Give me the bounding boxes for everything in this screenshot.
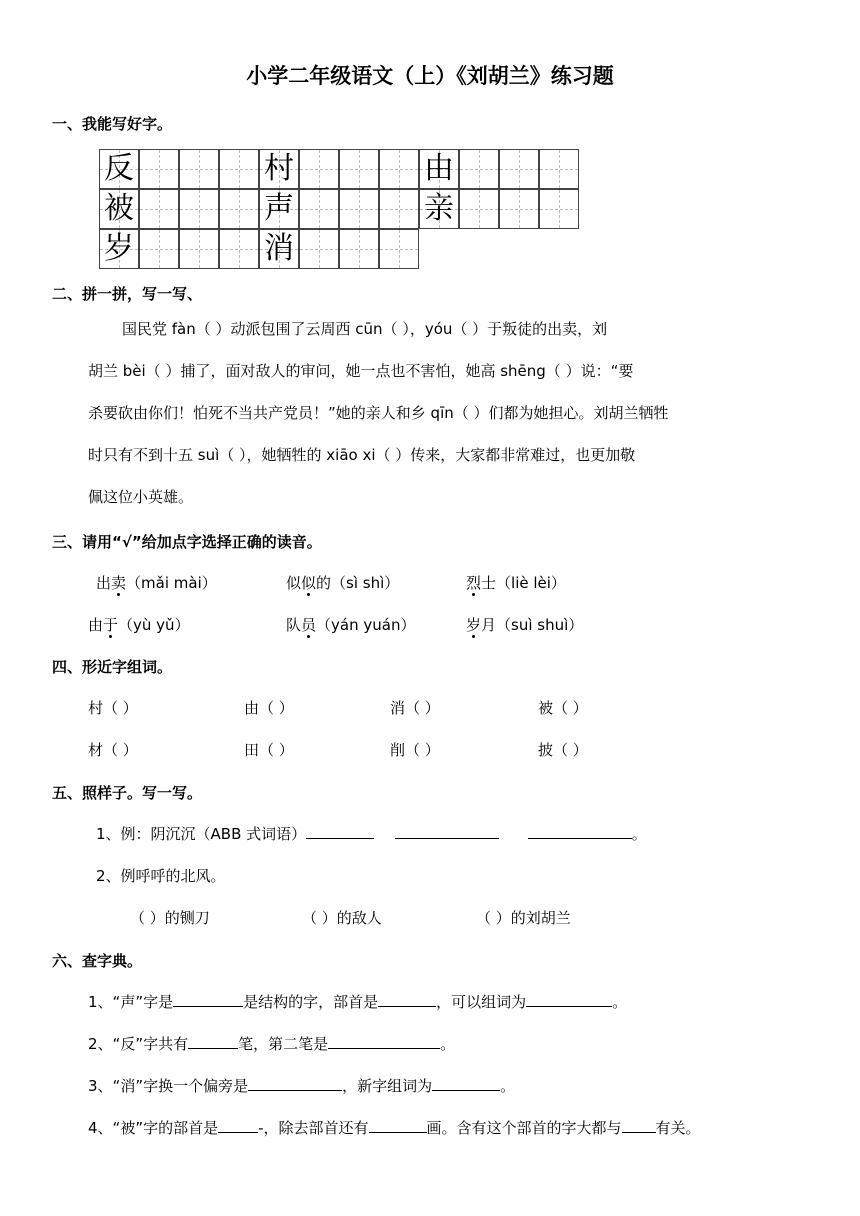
grid-cell <box>299 149 339 189</box>
phrase-blank: （ ）的铡刀 <box>130 909 210 927</box>
reading-item: 由于（yù yǔ） <box>88 616 190 634</box>
grid-cell <box>219 229 259 269</box>
grid-cell-char: 被 <box>99 189 139 229</box>
grid-cell <box>339 149 379 189</box>
grid-cell <box>219 149 259 189</box>
grid-cell <box>179 149 219 189</box>
answer-blank[interactable] <box>622 1118 656 1133</box>
word-pair: 材（ ） <box>88 741 138 759</box>
reading-item: 似似的（sì shì） <box>286 574 400 592</box>
answer-blank[interactable] <box>306 824 374 839</box>
grid-cell-char: 亲 <box>419 189 459 229</box>
grid-cell <box>299 229 339 269</box>
section-1-heading: 一、我能写好字。 <box>52 115 173 133</box>
answer-blank[interactable] <box>395 824 499 839</box>
grid-cell-char: 消 <box>259 229 299 269</box>
grid-cell-char: 由 <box>419 149 459 189</box>
answer-blank[interactable] <box>378 992 436 1007</box>
grid-cell <box>499 189 539 229</box>
word-pair: 由（ ） <box>244 699 294 717</box>
dotted-char: 员 <box>301 616 317 634</box>
answer-blank[interactable] <box>328 1034 440 1049</box>
reading-item: 岁月（suì shuì） <box>466 616 584 634</box>
dotted-char: 卖 <box>111 574 127 592</box>
word-pair: 村（ ） <box>88 699 138 717</box>
reading-item: 烈士（liè lèi） <box>466 574 566 592</box>
answer-blank[interactable] <box>248 1076 342 1091</box>
passage-line-1: 国民党 fàn（ ）动派包围了云周西 cūn（ ），yóu（ ）于叛徒的出卖，刘 <box>122 320 608 338</box>
word-pair: 消（ ） <box>390 699 440 717</box>
example-2: 2、例呼呼的北风。 <box>96 867 226 885</box>
section-2-heading: 二、拼一拼，写一写、 <box>52 285 203 303</box>
grid-cell <box>539 189 579 229</box>
section-3-heading: 三、请用“√”给加点字选择正确的读音。 <box>52 533 322 551</box>
answer-blank[interactable] <box>369 1118 427 1133</box>
grid-cell <box>139 149 179 189</box>
grid-cell <box>139 189 179 229</box>
dict-question-3: 3、“消”字换一个偏旁是 ，新字组词为 。 <box>88 1077 516 1095</box>
grid-cell <box>379 149 419 189</box>
passage-line-4: 时只有不到十五 suì（ ），她牺牲的 xiāo xi（ ）传来，大家都非常难过，也更加敬 <box>88 446 636 464</box>
example-1: 1、例：阴沉沉（ABB 式词语） 。 <box>96 825 647 843</box>
dict-question-4: 4、“被”字的部首是 -，除去部首还有 画。含有这个部首的字大都与 有关。 <box>88 1119 701 1137</box>
section-6-heading: 六、查字典。 <box>52 952 143 970</box>
dotted-char: 岁 <box>466 616 482 634</box>
grid-cell <box>499 149 539 189</box>
word-pair: 被（ ） <box>538 699 588 717</box>
passage-line-2: 胡兰 bèi（ ）捕了，面对敌人的审问，她一点也不害怕，她高 shēng（ ）说：“要 <box>88 362 634 380</box>
grid-cell-char: 声 <box>259 189 299 229</box>
grid-cell <box>459 189 499 229</box>
grid-cell <box>379 229 419 269</box>
phrase-blank: （ ）的敌人 <box>302 909 382 927</box>
grid-cell <box>339 189 379 229</box>
answer-blank[interactable] <box>173 992 243 1007</box>
answer-blank[interactable] <box>526 992 612 1007</box>
grid-cell <box>539 149 579 189</box>
grid-cell <box>299 189 339 229</box>
dotted-char: 于 <box>103 616 119 634</box>
grid-cell <box>179 189 219 229</box>
dict-question-2: 2、“反”字共有 笔，第二笔是 。 <box>88 1035 456 1053</box>
passage-line-5: 佩这位小英雄。 <box>88 488 194 506</box>
dotted-char: 烈 <box>466 574 482 592</box>
answer-blank[interactable] <box>528 824 632 839</box>
dotted-char: 似 <box>301 574 317 592</box>
grid-cell-char: 反 <box>99 149 139 189</box>
grid-cell <box>219 189 259 229</box>
answer-blank[interactable] <box>218 1118 258 1133</box>
grid-cell <box>339 229 379 269</box>
reading-item: 队员（yán yuán） <box>286 616 416 634</box>
grid-cell <box>179 229 219 269</box>
page-title: 小学二年级语文（上）《刘胡兰》练习题 <box>246 64 614 88</box>
section-4-heading: 四、形近字组词。 <box>52 658 173 676</box>
section-5-heading: 五、照样子。写一写。 <box>52 784 203 802</box>
reading-item: 出卖（mǎi mài） <box>96 574 217 592</box>
grid-cell <box>379 189 419 229</box>
answer-blank[interactable] <box>188 1034 238 1049</box>
phrase-blank: （ ）的刘胡兰 <box>476 909 571 927</box>
grid-cell <box>459 149 499 189</box>
grid-cell-char: 岁 <box>99 229 139 269</box>
word-pair: 削（ ） <box>390 741 440 759</box>
word-pair: 披（ ） <box>538 741 588 759</box>
grid-cell <box>139 229 179 269</box>
dict-question-1: 1、“声”字是 是结构的字，部首是 ，可以组词为 。 <box>88 993 628 1011</box>
grid-cell-char: 村 <box>259 149 299 189</box>
word-pair: 田（ ） <box>244 741 294 759</box>
answer-blank[interactable] <box>432 1076 500 1091</box>
passage-line-3: 杀要砍由你们！怕死不当共产党员！”她的亲人和乡 qīn（ ）们都为她担心。刘胡兰牺牲 <box>88 404 669 422</box>
